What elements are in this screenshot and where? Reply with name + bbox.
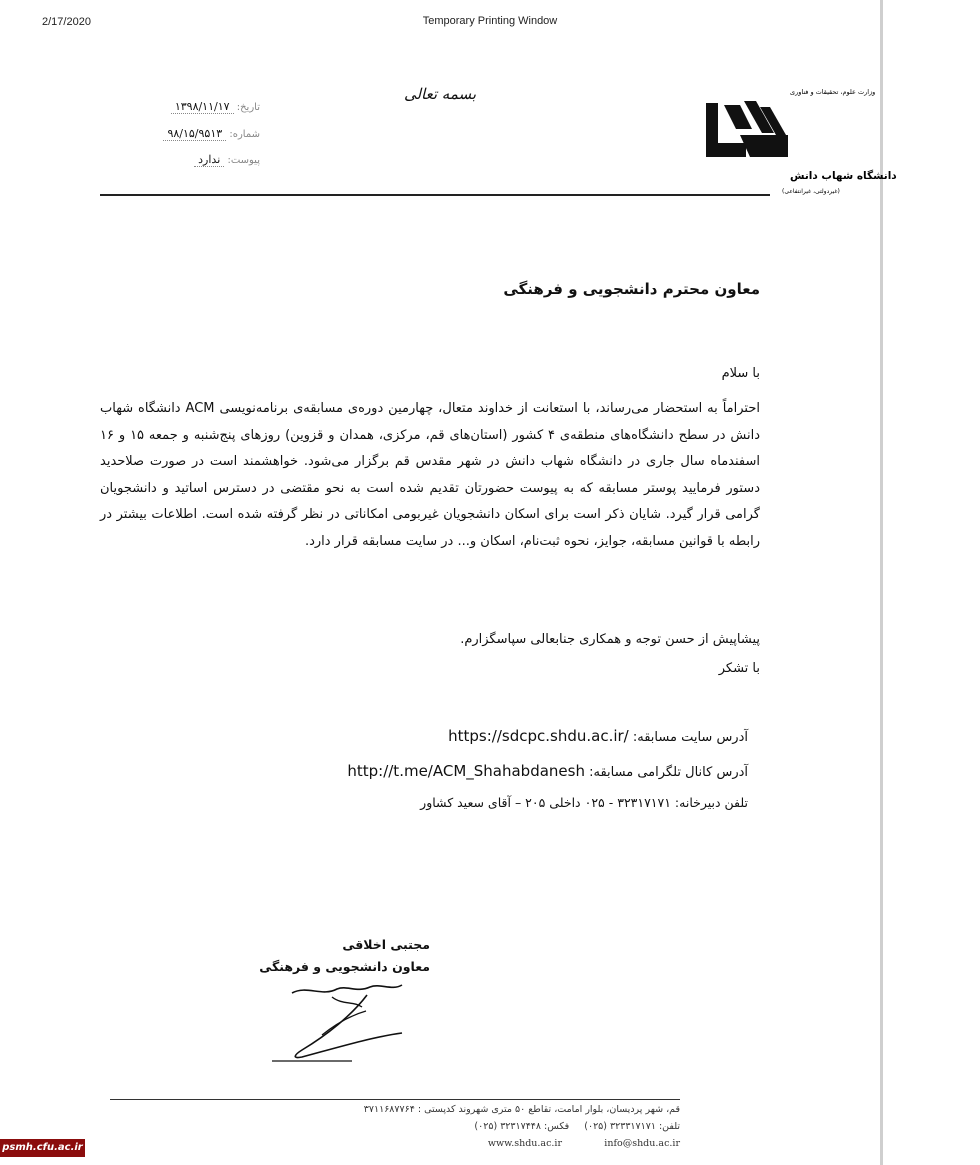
greeting: با سلام xyxy=(721,366,760,381)
date-value: ۱۳۹۸/۱۱/۱۷ xyxy=(171,100,234,114)
university-name: دانشگاه شهاب دانش xyxy=(790,170,897,182)
website-line xyxy=(100,727,748,745)
number-value: ۹۸/۱۵/۹۵۱۳ xyxy=(163,127,226,141)
letter-attachment xyxy=(100,153,260,166)
telegram-link[interactable]: http://t.me/ACM_Shahabdanesh xyxy=(347,762,585,780)
telegram-label: آدرس کانال تلگرامی مسابقه: xyxy=(589,765,748,780)
signatory-name: مجتبی اخلاقی xyxy=(342,937,430,952)
website-link[interactable]: https://sdcpc.shdu.ac.ir/ xyxy=(448,727,629,745)
bismillah-heading: بسمه تعالی xyxy=(403,85,477,103)
website-label: آدرس سایت مسابقه: xyxy=(632,730,748,745)
ministry-text: وزارت علوم، تحقیقات و فناوری xyxy=(790,88,876,96)
letter-body: احتراماً به استحضار می‌رساند، با استعانت از خداوند متعال، چهارمین دوره‌ی مسابقه‌ی برنامه‌نویسی ACM دانشگاه شهاب دانش در سطح دانشگاه‌های منطقه‌ی ۴ کشور (استان‌های قم، مرکزی، همدان و قزوین) روزهای پنج‌شنبه و جمعه ۱۵ و ۱۶ اسفندماه سال جاری در دانشگاه شهاب دانش در شهر مقدس قم برگزار می‌شود. خواهشمند است در صورت صلاحدید دستور فرمایید پوستر مسابقه که به پیوست حضورتان تقدیم شده است به نحو مقتضی در دسترس اساتید و دانشجویان گرامی قرار گیرد. شایان ذکر است برای اسکان دانشجویان غیربومی امکاناتی در نظر گرفته شده است. اطلاعات بیشتر در رابطه با قوانین مسابقه، جوایز، نحوه ثبت‌نام، اسکان و... در سایت مسابقه قرار دارد. xyxy=(100,401,761,549)
header-divider xyxy=(100,194,770,196)
footer-address: قم، شهر پردیسان، بلوار امامت، تقاطع ۵۰ متری شهروند کدپستی : ۳۷۱۱۶۸۷۷۶۴ xyxy=(363,1104,680,1115)
footer-fax: فکس: ۳۲۳۱۷۴۴۸ (۰۲۵) xyxy=(474,1121,570,1132)
attachment-value: ندارد xyxy=(194,153,224,167)
thanks-line: پیشاپیش از حسن توجه و همکاری جنابعالی سپاسگزارم. xyxy=(460,632,760,647)
phone-line: تلفن دبیرخانه: ۳۲۳۱۷۱۷۱ - ۰۲۵ داخلی ۲۰۵ – آقای سعید کشاور xyxy=(420,795,748,810)
footer-web xyxy=(300,1136,680,1152)
footer-website[interactable]: www.shdu.ac.ir xyxy=(487,1138,563,1149)
handwritten-signature xyxy=(262,975,412,1075)
print-date: 2/17/2020 xyxy=(42,16,91,28)
letter-date xyxy=(100,100,260,113)
footer-phone: تلفن: ۳۲۳۳۱۷۱۷۱ (۰۲۵) xyxy=(584,1121,680,1132)
footer-contact xyxy=(300,1119,680,1135)
attachment-label: پیوست: xyxy=(227,155,260,166)
number-label: شماره: xyxy=(229,129,260,140)
salutation: معاون محترم دانشجویی و فرهنگی xyxy=(503,280,760,298)
telegram-line xyxy=(100,762,748,780)
source-watermark: psmh.cfu.ac.ir xyxy=(0,1139,85,1157)
university-subtitle: (غیردولتی، غیرانتفاعی) xyxy=(782,188,840,195)
letter-number xyxy=(100,127,260,140)
footer-email[interactable]: info@shdu.ac.ir xyxy=(604,1138,680,1149)
date-label: تاریخ: xyxy=(236,102,260,113)
regards-line: با تشکر xyxy=(718,661,760,676)
university-logo xyxy=(700,85,897,200)
signatory-title: معاون دانشجویی و فرهنگی xyxy=(259,959,430,974)
print-window-title: Temporary Printing Window xyxy=(422,15,558,27)
footer-divider xyxy=(110,1099,680,1100)
